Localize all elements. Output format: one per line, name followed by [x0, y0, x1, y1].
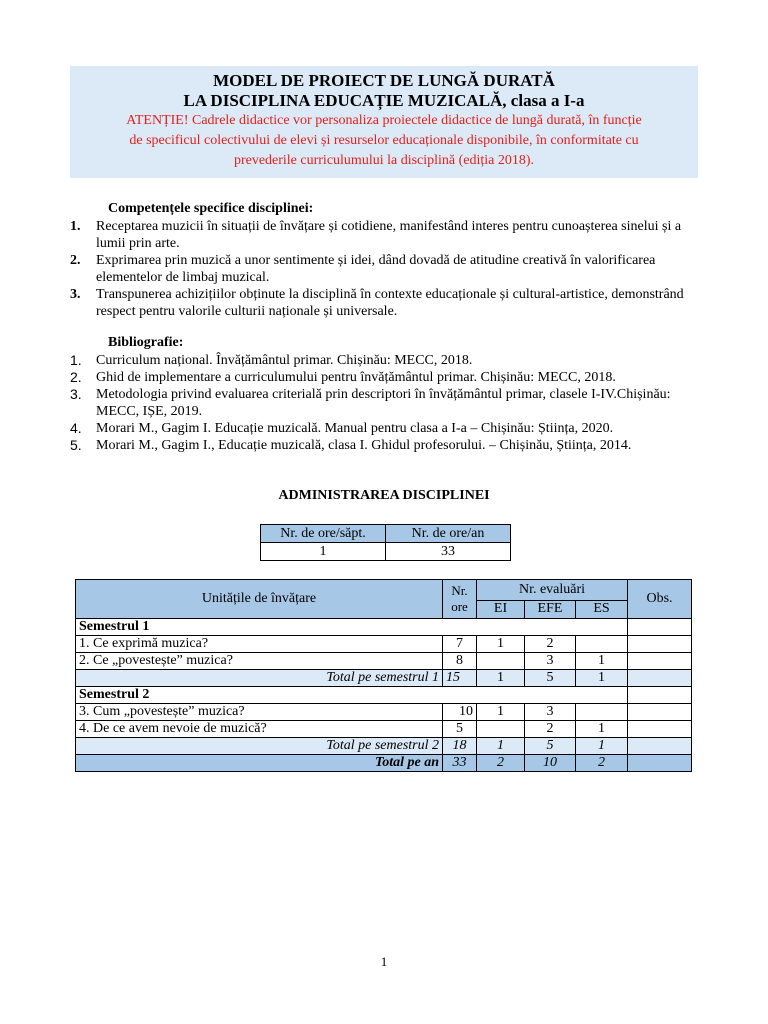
list-item: 2. Ghid de implementare a curriculumului pentru învățământul primar. Chișinău: MECC, 2018.	[70, 369, 616, 385]
header-obs: Obs.	[628, 580, 692, 619]
attention-note-line3: prevederile curriculumului la disciplină (ediția 2018).	[233, 153, 535, 168]
header-ore-an: Nr. de ore/an	[386, 525, 511, 543]
bibliografie-list	[70, 352, 710, 454]
administrare-title: ADMINISTRAREA DISCIPLINEI	[278, 488, 490, 503]
total-an-row: Total pe an 33 2 10 2	[76, 755, 692, 772]
bibliografie-title: Bibliografie:	[108, 335, 184, 350]
competente-title: Competențele specifice disciplinei:	[108, 201, 314, 216]
value-ore-an: 33	[386, 543, 511, 561]
attention-note-line1: ATENȚIE! Cadrele didactice vor personaliza proiectele didactice de lungă durată, în funcție	[126, 113, 642, 128]
table-row: 4. De ce avem nevoie de muzică? 5 2 1	[76, 721, 692, 738]
list-item: 2. Exprimarea prin muzică a unor sentimente și idei, dând dovadă de atitudine creativă în valorificarea elementelor de limbaj muzical.	[70, 253, 656, 285]
table-row: 3. Cum „povestește” muzica? 10 1 3	[76, 704, 692, 721]
list-item: 1. Curriculum național. Învățământul primar. Chișinău: MECC, 2018.	[70, 352, 473, 368]
header-es: ES	[576, 600, 628, 618]
semestrul-2-label: Semestrul 2	[76, 687, 628, 704]
value-ore-saptamana: 1	[261, 543, 386, 561]
header-unitati: Unitățile de învățare	[76, 580, 443, 619]
document-title-line2: LA DISCIPLINA EDUCAȚIE MUZICALĂ, clasa a I-a	[183, 91, 585, 110]
ore-table	[260, 524, 511, 561]
list-item: 5. Morari M., Gagim I., Educație muzicală, clasa I. Ghidul profesorului. – Chișinău, Știința, 2014.	[70, 437, 632, 453]
competente-section	[70, 200, 710, 320]
table-row: 1. Ce exprimă muzica? 7 1 2	[76, 636, 692, 653]
list-item: 4. Morari M., Gagim I. Educație muzicală. Manual pentru clasa a I-a – Chișinău: Știința, 2020.	[70, 420, 614, 436]
page-number: 1	[380, 954, 388, 969]
table-row: 2. Ce „povestește” muzica? 8 3 1	[76, 653, 692, 670]
total-semestrul-1-row: Total pe semestrul 1 15 1 5 1	[76, 670, 692, 687]
attention-note-line2: de specificul colectivului de elevi și resurselor educaționale disponibile, în conformitate cu	[129, 133, 639, 148]
list-item: 1. Receptarea muzicii în situații de învățare și cotidiene, manifestând interes pentru cunoașterea sinelui și a lumii prin arte.	[70, 219, 682, 251]
unitati-table	[75, 579, 692, 772]
header-efe: EFE	[525, 600, 576, 618]
header-nr-ore: Nr. ore	[443, 580, 477, 619]
semestrul-1-label: Semestrul 1	[76, 619, 628, 636]
header-ei: EI	[477, 600, 525, 618]
document-title-line1: MODEL DE PROIECT DE LUNGĂ DURATĂ	[213, 71, 555, 90]
bibliografie-section	[70, 334, 710, 454]
list-item: 3. Metodologia privind evaluarea criterială prin descriptori în învățământul primar, clasele I-IV.Chișinău: MECC, IȘE, 2019.	[70, 386, 671, 419]
list-item: 3. Transpunerea achizițiilor obținute la disciplină în contexte educaționale și cultural-artistice, demonstrând respect pentru valorile culturii naționale și universale.	[70, 287, 684, 319]
header-nr-evaluari: Nr. evaluări	[477, 580, 628, 601]
competente-list	[70, 218, 710, 320]
header-box	[70, 66, 698, 178]
header-ore-saptamana: Nr. de ore/săpt.	[261, 525, 386, 543]
total-semestrul-2-row: Total pe semestrul 2 18 1 5 1	[76, 738, 692, 755]
